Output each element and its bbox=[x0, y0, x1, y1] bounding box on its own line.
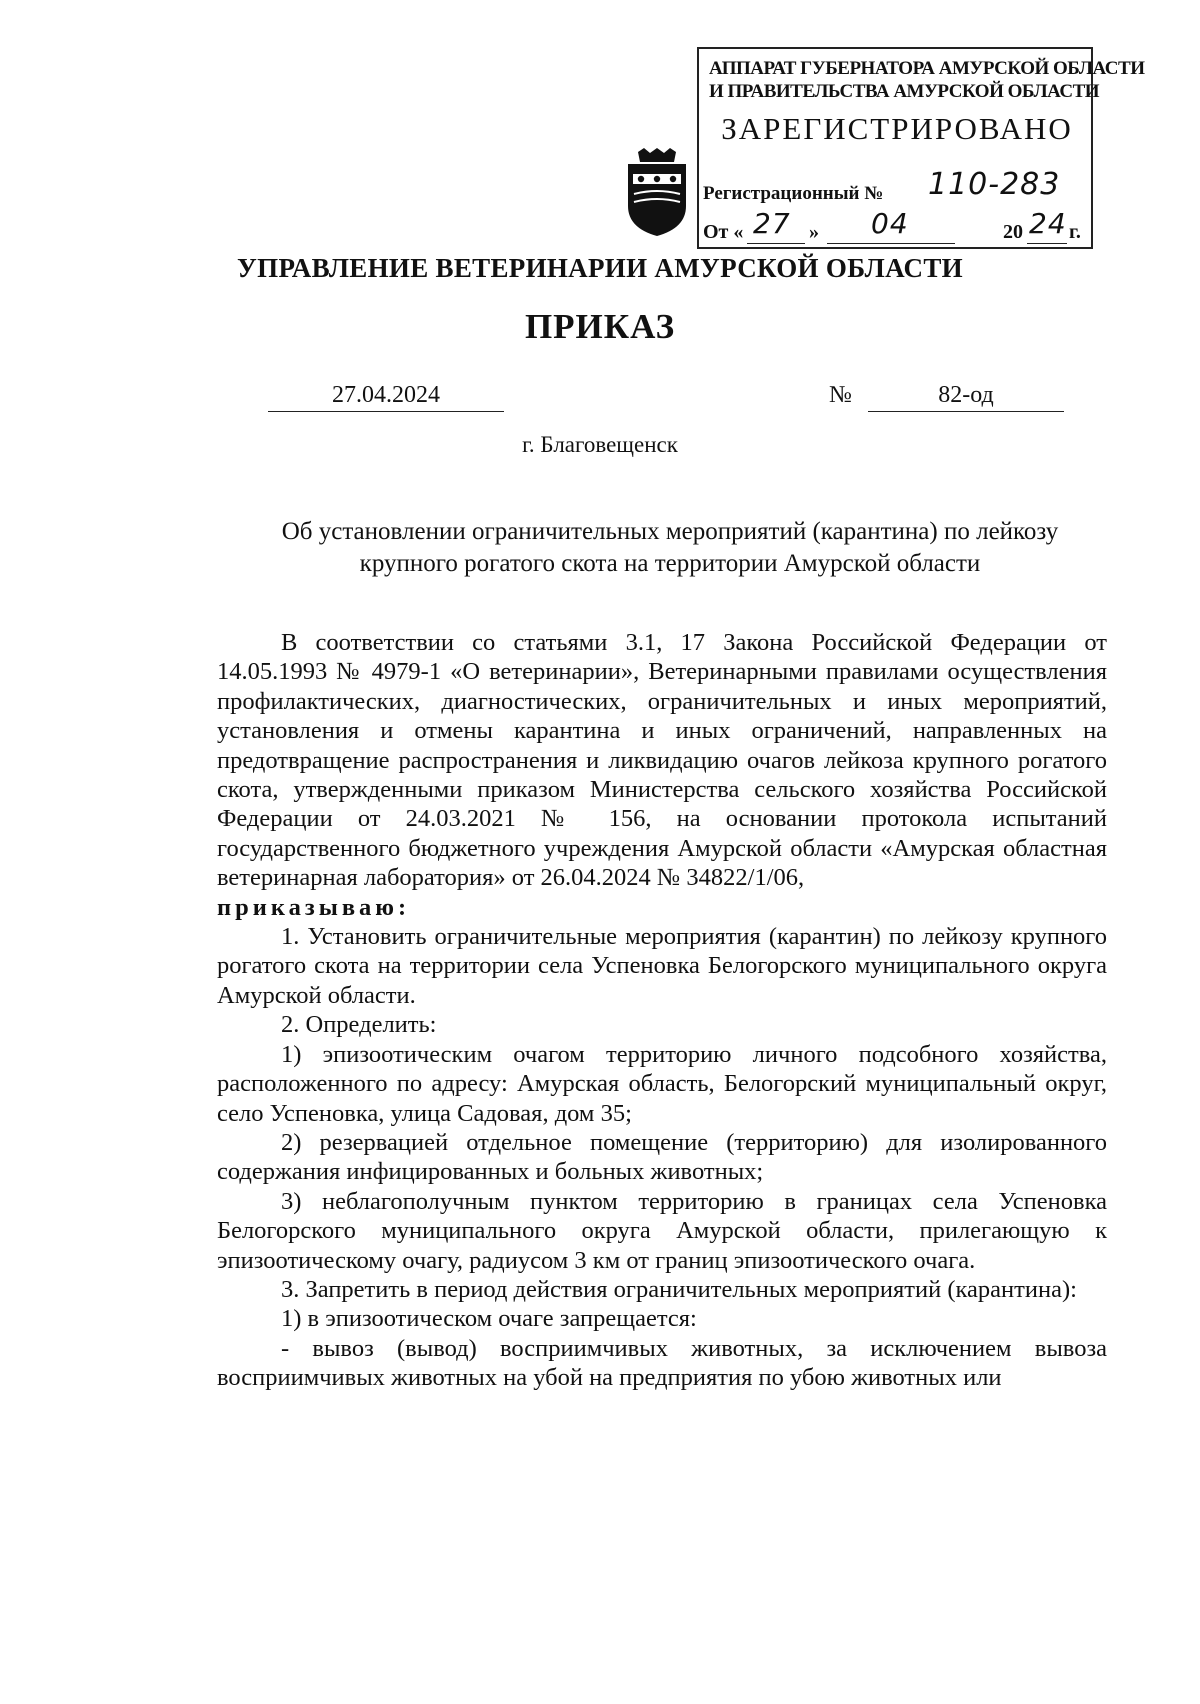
stamp-date-row bbox=[703, 207, 1091, 249]
stamp-date-prefix: От « bbox=[703, 221, 744, 243]
order-body bbox=[217, 628, 1107, 1393]
stamp-org-line2: И ПРАВИТЕЛЬСТВА АМУРСКОЙ ОБЛАСТИ bbox=[709, 81, 1100, 102]
stamp-year-handwritten: 24 bbox=[1029, 207, 1067, 240]
stamp-day-handwritten: 27 bbox=[753, 207, 791, 240]
stamp-organization bbox=[709, 57, 1145, 103]
paragraph-3: 3. Запретить в период действия ограничительных мероприятий (карантина): bbox=[281, 1275, 1077, 1303]
order-city: г. Благовещенск bbox=[522, 432, 678, 457]
subject-line1: Об установлении ограничительных мероприятий (карантина) по лейкозу bbox=[281, 518, 1059, 545]
order-date: 27.04.2024 bbox=[268, 382, 504, 412]
subject-line2: крупного рогатого скота на территории Амурской области bbox=[359, 550, 981, 577]
paragraph-1: 1. Установить ограничительные мероприятия (карантин) по лейкозу крупного рогатого скота на территории села Успеновка Белогорского муниципального округа Амурской области. bbox=[217, 923, 1107, 1009]
paragraph-2: 2. Определить: bbox=[281, 1011, 437, 1039]
stamp-month-handwritten: 04 bbox=[871, 207, 909, 240]
order-number-sign: № bbox=[829, 382, 852, 408]
preamble-paragraph: В соответствии со статьями 3.1, 17 Закона Российской Федерации от 14.05.1993 № 4979-1 «О ветеринарии», Ветеринарными правилами осуществления профилактических, диагностических, ограничительных и иных мероприятий, установления и отмены карантина и иных ограничений, направленных на предотвращение распространения и ликвидацию очагов лейкоза крупного рогатого скота, утвержденными приказом Министерства сельского хозяйства Российской Федерации от 24.03.2021 № 156, на основании протокола испытаний государственного бюджетного учреждения Амурской области «Амурская областная ветеринарная лаборатория» от 26.04.2024 № 34822/1/06, bbox=[217, 629, 1107, 892]
stamp-reg-label: Регистрационный № bbox=[703, 183, 884, 204]
paragraph-2-3: 3) неблагополучным пунктом территорию в границах села Успеновка Белогорского муниципального округа Амурской области, прилегающую к эпизоотическому очагу, радиусом 3 км от границ эпизоотического очага. bbox=[217, 1187, 1107, 1274]
paragraph-2-1: 1) эпизоотическим очагом территорию личного подсобного хозяйства, расположенного по адресу: Амурская область, Белогорский муниципальный округ, село Успеновка, улица Садовая, дом 35; bbox=[217, 1040, 1107, 1127]
order-number: 82-од bbox=[868, 382, 1064, 412]
paragraph-3-1: 1) в эпизоотическом очаге запрещается: bbox=[281, 1305, 697, 1333]
document-type-heading: ПРИКАЗ bbox=[524, 307, 676, 346]
stamp-year-prefix: 20 bbox=[1003, 221, 1023, 243]
paragraph-3-1-a: - вывоз (вывод) восприимчивых животных, за исключением вывоза восприимчивых животных на убой на предприятия по убою животных или bbox=[217, 1334, 1107, 1392]
stamp-year-end: г. bbox=[1069, 221, 1081, 243]
coat-of-arms-icon bbox=[624, 148, 690, 238]
registration-stamp bbox=[697, 47, 1145, 249]
stamp-date-mid: » bbox=[809, 221, 819, 243]
order-subject bbox=[230, 516, 1110, 580]
stamp-reg-number-handwritten: 110-283 bbox=[928, 167, 1061, 202]
stamp-registered-title: ЗАРЕГИСТРИРОВАНО bbox=[721, 111, 1073, 146]
paragraph-2-2: 2) резервацией отдельное помещение (территорию) для изолированного содержания инфицированных и больных животных; bbox=[217, 1128, 1107, 1186]
stamp-org-line1: АППАРАТ ГУБЕРНАТОРА АМУРСКОЙ ОБЛАСТИ bbox=[709, 58, 1145, 79]
order-word: приказываю: bbox=[217, 893, 411, 921]
department-heading: УПРАВЛЕНИЕ ВЕТЕРИНАРИИ АМУРСКОЙ ОБЛАСТИ bbox=[237, 253, 963, 283]
